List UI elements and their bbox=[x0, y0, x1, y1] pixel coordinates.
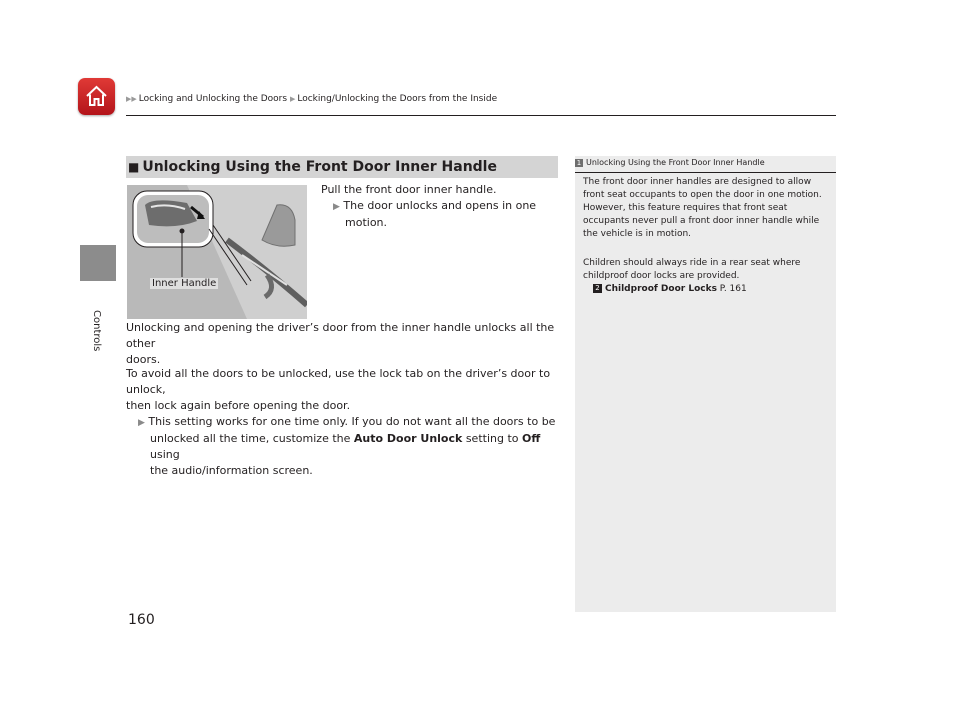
breadcrumb-item[interactable]: Locking and Unlocking the Doors bbox=[138, 94, 288, 104]
section-header bbox=[126, 156, 558, 178]
note-icon: 1 bbox=[576, 158, 582, 167]
note-line: The front door inner handles are designed to allow bbox=[583, 177, 812, 187]
home-icon bbox=[84, 84, 109, 109]
bullet-line: the audio/information screen. bbox=[150, 464, 313, 477]
note-line: childproof door locks are provided. bbox=[583, 271, 740, 281]
page-number: 160 bbox=[128, 612, 155, 628]
note-line: occupants never pull a front door inner handle while bbox=[583, 216, 820, 226]
paragraph-line: doors. bbox=[126, 353, 161, 366]
note-title-text: Unlocking Using the Front Door Inner Handle bbox=[586, 158, 765, 167]
header-rule bbox=[126, 115, 836, 116]
breadcrumb bbox=[126, 94, 497, 104]
result-line: The door unlocks and opens in one bbox=[343, 199, 537, 212]
breadcrumb-item[interactable]: Locking/Unlocking the Doors from the Inside bbox=[297, 94, 498, 104]
bullet-line bbox=[126, 431, 566, 463]
section-title: Unlocking Using the Front Door Inner Handle bbox=[142, 159, 497, 175]
instruction-block bbox=[321, 182, 561, 231]
triangle-right-icon: ▶ bbox=[333, 202, 340, 212]
triangle-right-icon: ▶ bbox=[289, 95, 296, 103]
paragraph-line: To avoid all the doors to be unlocked, use the lock tab on the driver’s door to unlock, bbox=[126, 367, 551, 396]
note-line: However, this feature requires that front seat bbox=[583, 203, 788, 213]
cross-reference-icon: 2 bbox=[593, 284, 602, 293]
chapter-label: Controls bbox=[91, 310, 102, 352]
note-title bbox=[575, 158, 836, 167]
bullet-text: setting to bbox=[462, 432, 522, 445]
section-marker: ■ bbox=[128, 160, 140, 174]
paragraph bbox=[126, 366, 566, 479]
note-paragraph bbox=[583, 176, 831, 241]
paragraph-line: then lock again before opening the door. bbox=[126, 399, 351, 412]
instruction-text: Pull the front door inner handle. bbox=[321, 183, 497, 196]
note-line: Children should always ride in a rear seat where bbox=[583, 258, 801, 268]
result-text bbox=[321, 198, 561, 215]
paragraph bbox=[126, 320, 566, 368]
bullet-text: This setting works for one time only. If you do not want all the doors to be bbox=[148, 415, 556, 428]
note-line: the vehicle is in motion. bbox=[583, 229, 692, 239]
note-line: front seat occupants to open the door in one motion. bbox=[583, 190, 822, 200]
bullet-text: unlocked all the time, customize the bbox=[150, 432, 354, 445]
figure-callout-label: Inner Handle bbox=[152, 278, 217, 289]
result-line: motion. bbox=[345, 216, 388, 229]
chapter-tab[interactable] bbox=[80, 245, 116, 281]
bullet-line bbox=[126, 414, 566, 431]
cross-reference-title[interactable]: Childproof Door Locks bbox=[605, 284, 717, 294]
setting-name: Auto Door Unlock bbox=[353, 432, 463, 445]
bullet-text: using bbox=[150, 448, 180, 461]
triangle-right-icon: ▶▶ bbox=[126, 95, 137, 103]
door-handle-illustration bbox=[127, 185, 307, 319]
note-rule bbox=[575, 172, 836, 173]
cross-reference-link[interactable] bbox=[583, 283, 831, 296]
cross-reference-page[interactable]: P. 161 bbox=[716, 284, 747, 294]
home-button[interactable] bbox=[78, 78, 115, 115]
note-paragraph bbox=[583, 257, 831, 296]
triangle-right-icon: ▶ bbox=[138, 418, 145, 428]
setting-value: Off bbox=[522, 432, 541, 445]
paragraph-line: Unlocking and opening the driver’s door from the inner handle unlocks all the other bbox=[126, 321, 555, 350]
